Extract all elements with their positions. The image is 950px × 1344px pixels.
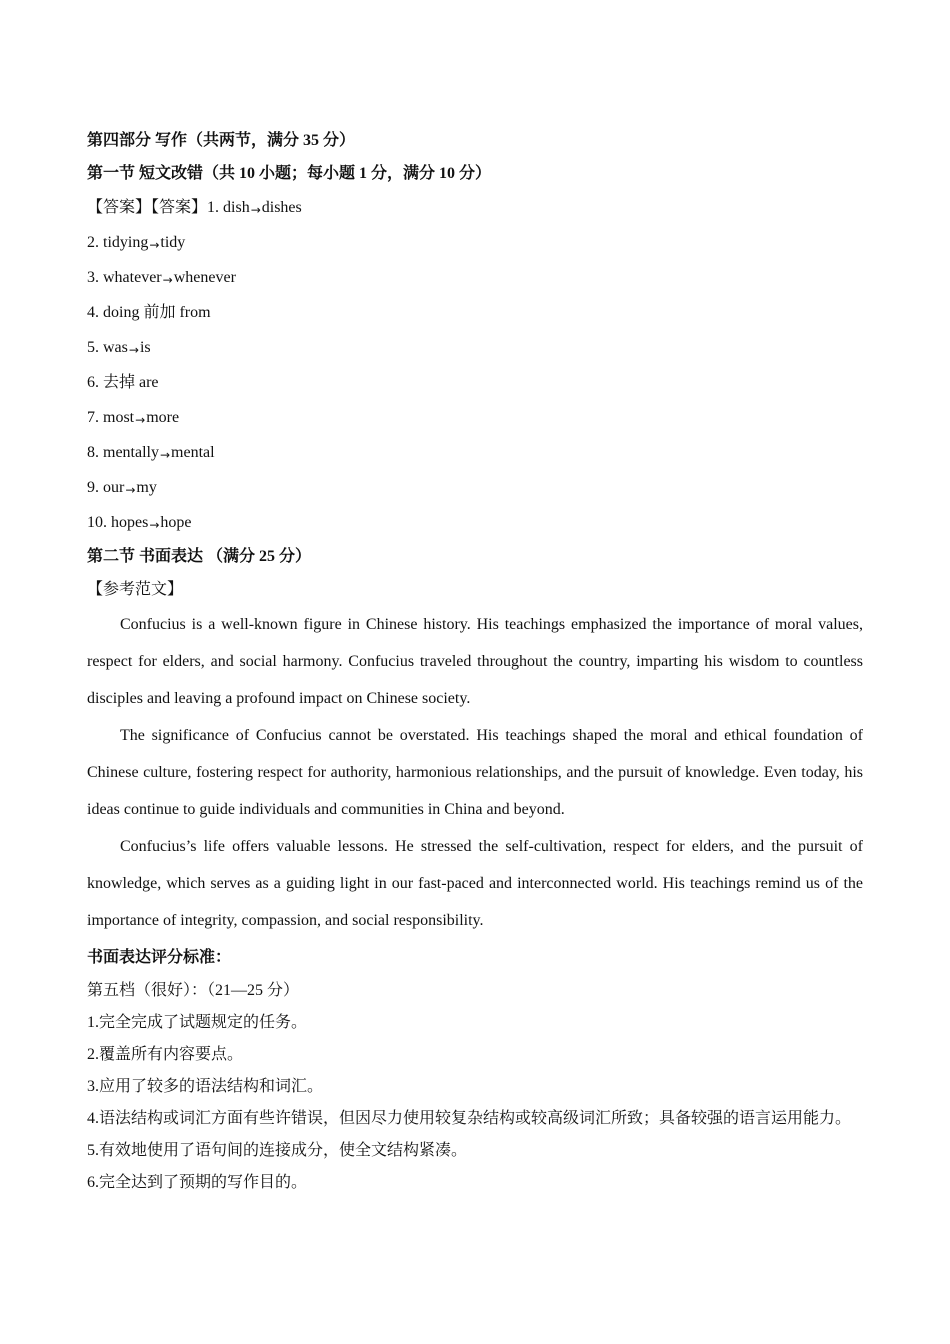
answer-item-4 [87,295,863,330]
sample-label: 【参考范文】 [87,581,184,598]
answer-num: 1. [207,199,224,216]
section2-title: 第二节 书面表达 （满分 25 分） [87,548,312,565]
arrow-icon: → [149,518,160,532]
rubric-level: 第五档（很好）：（21—25 分） [87,982,300,999]
essay-paragraph-3: Confucius’s life offers valuable lessons. He stressed the self-cultivation, respect for elders, and the pursuit of knowledge, which serves as a guiding light in our fast-paced and interconnected world. His teachings remind us of the importance of integrity, compassion, and social responsibility. [87,838,863,929]
answer-from: tidying [103,234,149,251]
arrow-icon: → [159,448,171,462]
answer-text: doing 前加 from [103,304,211,321]
answer-item-8 [87,435,863,470]
answer-from: our [103,479,125,496]
answer-item-7 [87,400,863,435]
answer-from: was [103,339,128,356]
essay-paragraph-2: The significance of Confucius cannot be overstated. His teachings shaped the moral and ethical foundation of Chinese culture, fostering respect for authority, harmonious relationships, and the pursuit of knowledge. Even today, his ideas continue to guide individuals and communities in China and beyond. [87,727,863,818]
answer-from: mentally [103,444,159,461]
answer-to: mental [171,444,215,461]
rubric-item-1: 1.完全完成了试题规定的任务。 [87,1014,308,1031]
answer-num: 5. [87,339,103,356]
answer-item-2 [87,225,863,260]
arrow-icon: → [162,273,173,287]
answer-num: 7. [87,409,103,426]
answer-item-1 [87,190,863,225]
answer-prefix: 【答案】【答案】 [87,199,208,216]
arrow-icon: → [125,483,136,497]
answer-to: dishes [261,199,302,216]
answer-to: more [146,409,180,426]
answer-text: 去掉 are [103,374,159,391]
part-title: 第四部分 写作（共两节，满分 35 分） [87,132,356,149]
answer-from: hopes [111,514,149,531]
rubric-item-3: 3.应用了较多的语法结构和词汇。 [87,1078,324,1095]
answer-num: 2. [87,234,103,251]
answer-num: 3. [87,269,103,286]
answer-to: tidy [160,234,186,251]
rubric-item-4: 4.语法结构或词汇方面有些许错误，但因尽力使用较复杂结构或较高级词汇所致；具备较强的语言运用能力。 [87,1110,852,1127]
answer-to: hope [160,514,192,531]
answer-to: whenever [173,269,236,286]
answer-num: 10. [87,514,111,531]
rubric-item-6: 6.完全达到了预期的写作目的。 [87,1174,308,1191]
arrow-icon: → [149,238,160,252]
answer-item-6 [87,365,863,400]
answer-item-3 [87,260,863,295]
answer-from: whatever [103,269,162,286]
arrow-icon: → [135,413,146,427]
rubric-item-5: 5.有效地使用了语句间的连接成分，使全文结构紧凑。 [87,1142,468,1159]
essay-paragraph-1: Confucius is a well-known figure in Chinese history. His teachings emphasized the importance of moral values, respect for elders, and social harmony. Confucius traveled throughout the country, imparting his wisdom to countless disciples and leaving a profound impact on Chinese society. [87,616,863,707]
answer-to: is [139,339,151,356]
answer-item-5 [87,330,863,365]
answer-num: 9. [87,479,103,496]
rubric-item-2: 2.覆盖所有内容要点。 [87,1046,244,1063]
answer-item-10 [87,505,863,540]
answer-from: dish [223,199,250,216]
answer-num: 8. [87,444,103,461]
document-page [87,124,863,1199]
answer-num: 4. [87,304,103,321]
rubric-title: 书面表达评分标准： [87,949,232,966]
answer-num: 6. [87,374,103,391]
section1-title: 第一节 短文改错（共 10 小题；每小题 1 分，满分 10 分） [87,165,492,182]
answer-from: most [103,409,135,426]
answer-to: my [136,479,157,496]
arrow-icon: → [250,203,261,217]
arrow-icon: → [128,343,139,357]
answer-item-9 [87,470,863,505]
